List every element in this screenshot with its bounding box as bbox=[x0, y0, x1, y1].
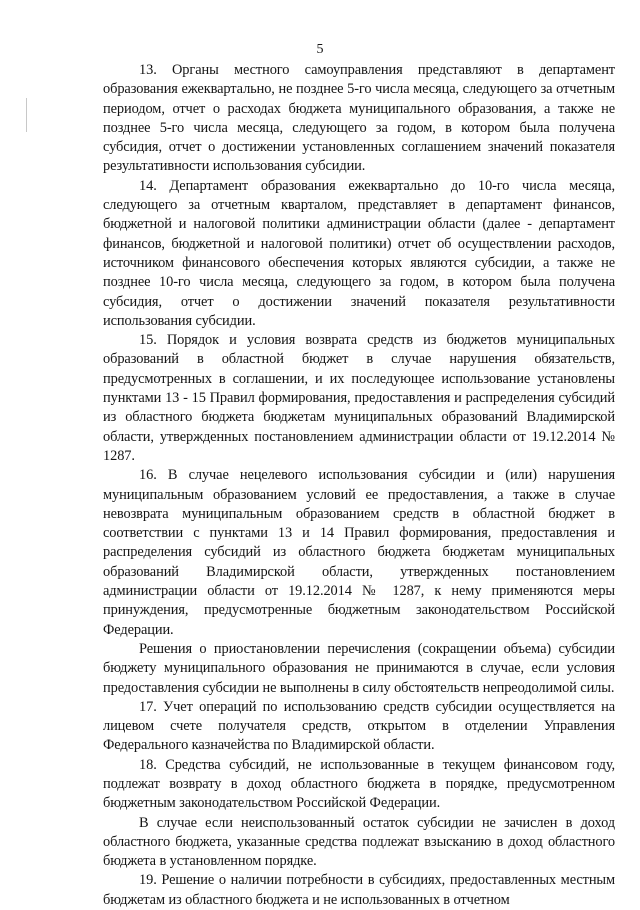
paragraph-19: 19. Решение о наличии потребности в субсидиях, предоставленных местным бюджетам из областного бюджета и не использованных в отчетном bbox=[103, 872, 615, 908]
page-number: 5 bbox=[316, 42, 324, 57]
margin-mark bbox=[26, 98, 27, 132]
paragraph-16-suspension: Решения о приостановлении перечисления (сокращении объема) субсидии бюджету муниципального образования не принимаются в случае, если условия предоставления субсидии не выполнены в силу обстоятельств непреодолимой силы. bbox=[103, 640, 615, 696]
paragraph-18-remainder: В случае если неиспользованный остаток субсидии не зачислен в доход областного бюджета, указанные средства подлежат взысканию в доход областного бюджета в установленном порядке. bbox=[103, 814, 615, 870]
paragraph-17: 17. Учет операций по использованию средств субсидии осуществляется на лицевом счете получателя средств, открытом в отделении Управления Федерального казначейства по Владимирской области. bbox=[103, 698, 615, 754]
paragraph-13: 13. Органы местного самоуправления представляют в департамент образования ежеквартально, не позднее 5-го числа месяца, следующего за отчетным периодом, отчет о расходах бюджета муниципального образования, а также не позднее 5-го числа месяца, следующего за годом, в котором была получена субсидия, отчет о достижении установленных соглашением значений показателя результативности использования субсидии. bbox=[103, 62, 615, 175]
paragraph-14: 14. Департамент образования ежеквартально до 10-го числа месяца, следующего за отчетным кварталом, представляет в департамент финансов, бюджетной и налоговой политики администрации области (далее - департамент финансов, бюджетной и налоговой политики) отчет об осуществлении расходов, источником финансового обеспечения которых являются субсидии, а также не позднее 10-го числа месяца, следующего за годом, в котором была получена субсидия, отчет о достижении значений показателя результативности использования субсидии. bbox=[103, 177, 615, 329]
document-body bbox=[103, 61, 615, 910]
paragraph-15: 15. Порядок и условия возврата средств из бюджетов муниципальных образований в областной бюджет в случае нарушения обязательств, предусмотренных в соглашении, и их последующее использование установлены пунктами 13 - 15 Правил формирования, предоставления и распределения субсидий из областного бюджета бюджетам муниципальных образований Владимирской области, утвержденных постановлением администрации области от 19.12.2014 № 1287. bbox=[103, 332, 615, 464]
paragraph-16: 16. В случае нецелевого использования субсидии и (или) нарушения муниципальным образованием условий ее предоставления, а также в случае невозврата муниципальным образованием средств в областной бюджет в соответствии с пунктами 13 и 14 Правил формирования, предоставления и распределения субсидий из областного бюджета бюджетам муниципальных образований Владимирской области, утвержденных постановлением администрации области от 19.12.2014 № 1287, к нему применяются меры принуждения, предусмотренные бюджетным законодательством Российской Федерации. bbox=[103, 467, 615, 638]
paragraph-18: 18. Средства субсидий, не использованные в текущем финансовом году, подлежат возврату в доход областного бюджета в порядке, предусмотренном бюджетным законодательством Российской Федерации. bbox=[103, 756, 615, 812]
